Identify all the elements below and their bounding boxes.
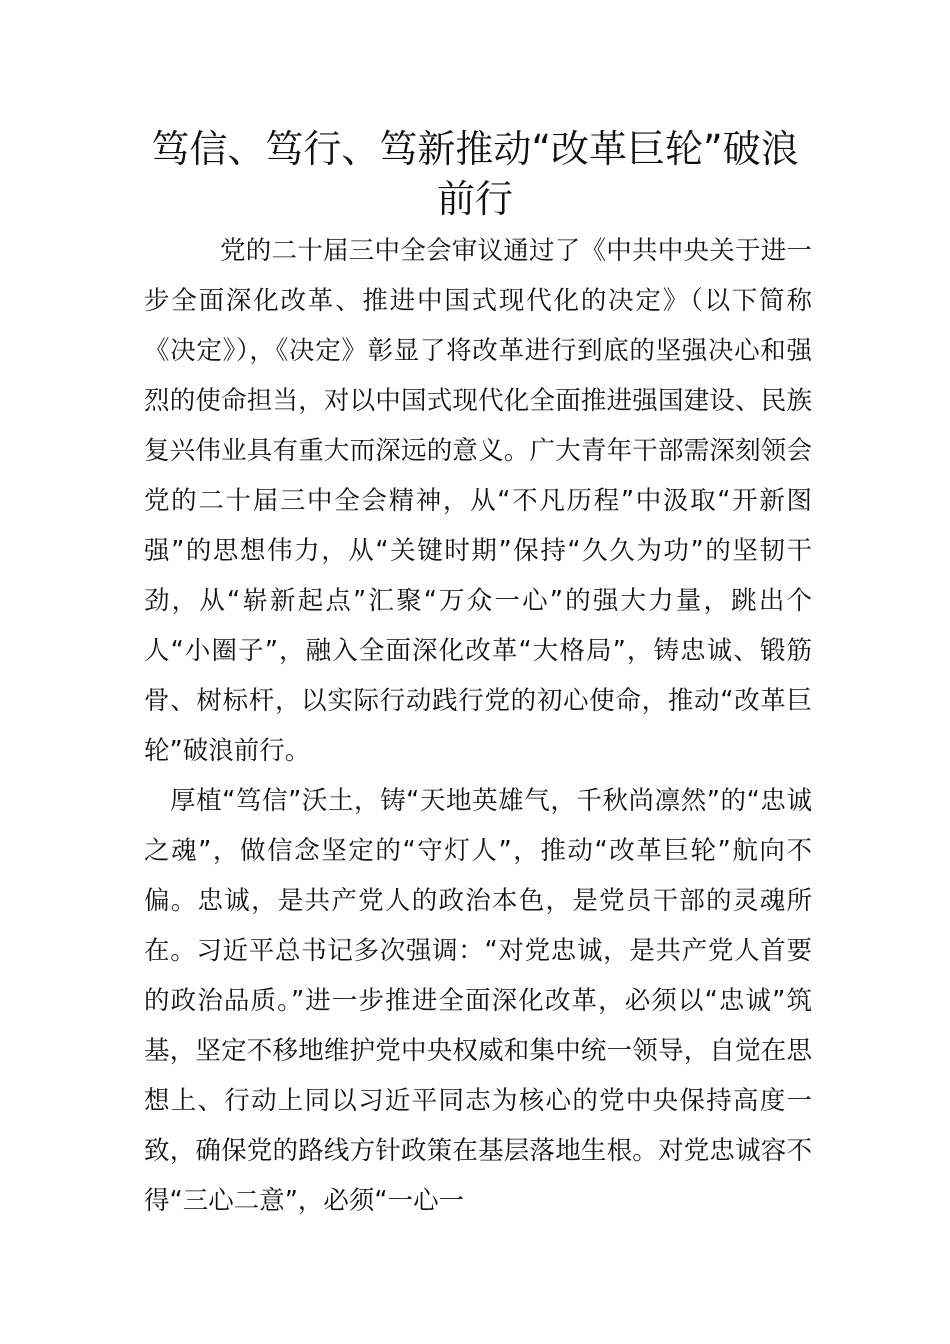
document-title: 笃信、笃行、笃新推动“改革巨轮”破浪前行 — [151, 127, 799, 221]
paragraph-intro: 党的二十届三中全会审议通过了《中共中央关于进一步全面深化改革、推进中国式现代化的决定》（以下简称《决定》），《决定》彰显了将改革进行到底的坚强决心和强烈的使命担当，对以中国式现代化全面推进强国建设、民族复兴伟业具有重大而深远的意义。广大青年干部需深刻领会党的二十届三中全会精神，从“不凡历程”中汲取“开新图强”的思想伟力，从“关键时期”保持“久久为功”的坚韧干劲，从“崭新起点”汇聚“万众一心”的强大力量，跳出个人“小圈子”，融入全面深化改革“大格局”，铸忠诚、锻筋骨、树标杆，以实际行动践行党的初心使命，推动“改革巨轮”破浪前行。 — [144, 236, 812, 766]
paragraph-loyalty: 厚植“笃信”沃土，铸“天地英雄气，千秋尚凛然”的“忠诚之魂”，做信念坚定的“守灯人”，推动“改革巨轮”航向不偏。忠诚，是共产党人的政治本色，是党员干部的灵魂所在。习近平总书记多次强调：“对党忠诚，是共产党人首要的政治品质。”进一步推进全面深化改革，必须以“忠诚”筑基，坚定不移地维护党中央权威和集中统一领导，自觉在思想上、行动上同以习近平同志为核心的党中央保持高度一致，确保党的路线方针政策在基层落地生根。对党忠诚容不得“三心二意”，必须“一心一 — [144, 786, 812, 1216]
document-body — [144, 226, 812, 1226]
